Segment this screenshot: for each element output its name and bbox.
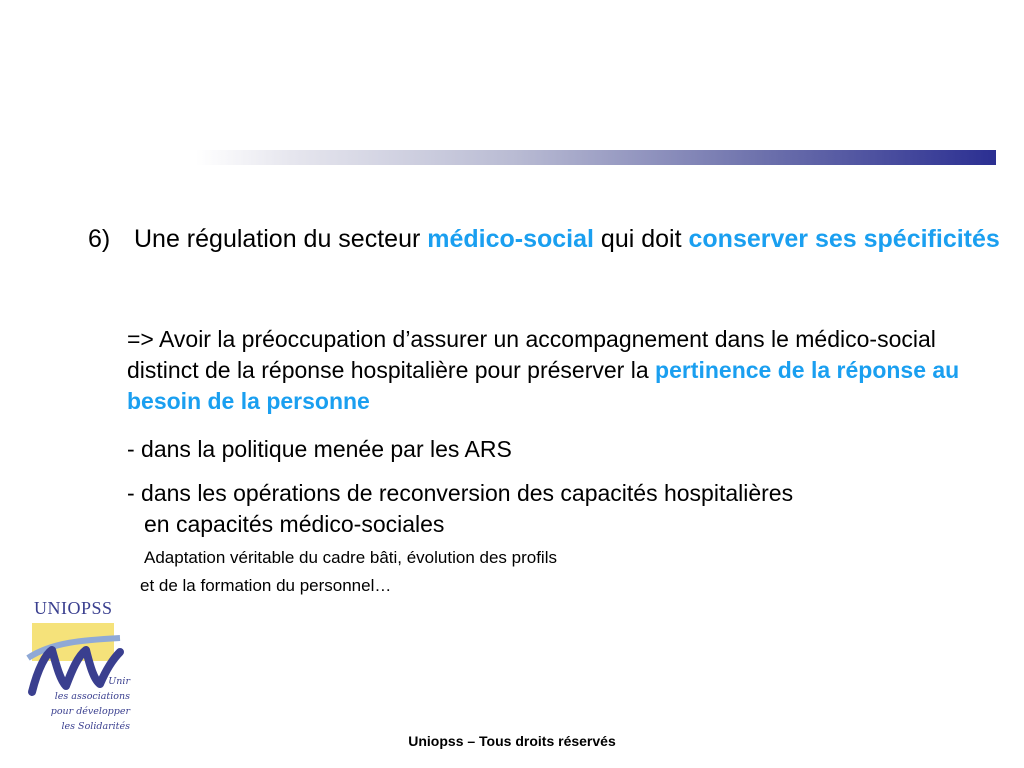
bullet-ars: - dans la politique menée par les ARS	[127, 436, 512, 462]
bullet-reconversion-line1: - dans les opérations de reconversion des capacités hospitalières	[127, 480, 794, 506]
paragraph-highlight: pertinence de la réponse au besoin de la personne	[127, 357, 960, 414]
logo-wordmark: UNIOPSS	[34, 598, 113, 618]
footer-copyright: Uniopss – Tous droits réservés	[408, 733, 616, 749]
heading-part1: Une régulation du secteur	[134, 225, 428, 253]
paragraph-text: => Avoir la préoccupation d’assurer un accompagnement dans le médico-social distinct de la réponse hospitalière pour préserver la	[127, 326, 936, 383]
heading-part2: qui doit	[593, 225, 689, 253]
uniopss-logo	[22, 598, 130, 738]
paragraph-preoccupation	[127, 324, 987, 417]
bullet-reconversion	[127, 478, 987, 540]
bullet-reconversion-line2: en capacités médico-sociales	[144, 511, 445, 537]
note-line2: et de la formation du personnel…	[140, 576, 392, 595]
note-line1: Adaptation véritable du cadre bâti, évolution des profils	[144, 548, 557, 567]
logo-tagline-line: les associations	[54, 691, 130, 702]
heading-number: 6)	[88, 225, 111, 253]
logo-tagline-line: les Solidarités	[61, 721, 130, 732]
heading-highlight-medico-social: médico-social	[427, 225, 594, 253]
logo-tagline	[38, 674, 130, 734]
section-heading	[88, 222, 1008, 256]
logo-tagline-line: Unir	[108, 676, 130, 687]
heading-text	[128, 222, 1008, 256]
logo-tagline-line: pour développer	[50, 706, 130, 717]
heading-highlight-conserver: conserver ses spécificités	[688, 225, 1000, 253]
